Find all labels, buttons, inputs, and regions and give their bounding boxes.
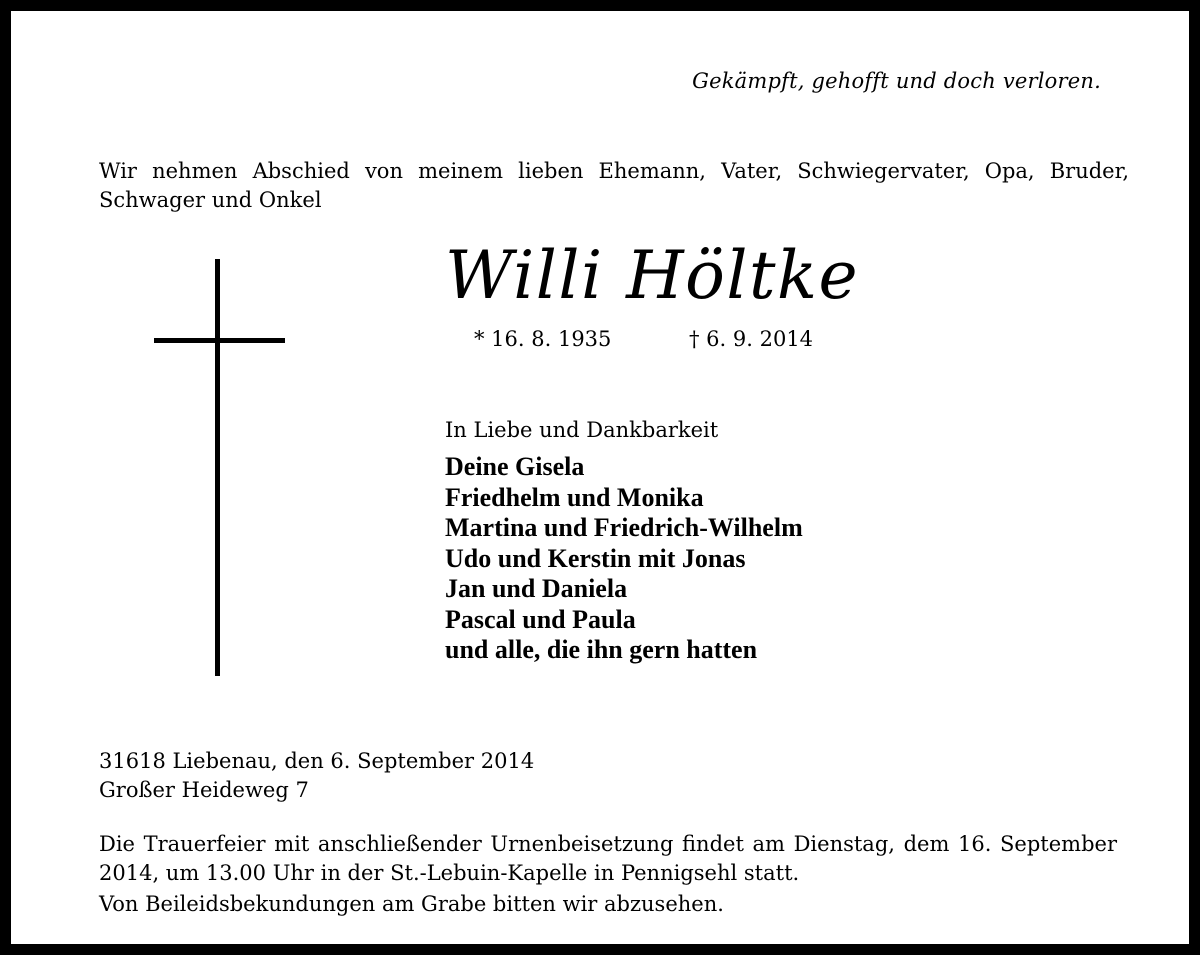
mourner-item: Jan und Daniela — [445, 574, 628, 603]
motto-line: Gekämpft, gehofft und doch verloren. — [692, 69, 1101, 93]
mourner-item: Pascal und Paula — [445, 604, 636, 634]
death-date: † 6. 9. 2014 — [689, 327, 814, 351]
mourner-item: Deine Gisela — [445, 452, 585, 481]
place-date: 31618 Liebenau, den 6. September 2014 — [99, 749, 535, 773]
mourner-item: Friedhelm und Monika — [445, 482, 704, 512]
closing-text: Von Beileidsbekundungen am Grabe bitten wir abzusehen. — [99, 892, 724, 916]
birth-date: * 16. 8. 1935 — [474, 327, 612, 351]
address-block — [99, 747, 534, 805]
mourners-list — [445, 452, 803, 666]
mourner-item: Udo und Kerstin mit Jonas — [445, 543, 746, 573]
thanks-line: In Liebe und Dankbarkeit — [445, 418, 719, 442]
street: Großer Heideweg 7 — [99, 778, 309, 802]
cross-icon — [215, 259, 220, 676]
deceased-name: Willi Höltke — [445, 237, 860, 314]
cross-icon-bar — [154, 338, 285, 343]
mourner-item: und alle, die ihn gern hatten — [445, 635, 758, 664]
intro-text: Wir nehmen Abschied von meinem lieben Ehemann, Vater, Schwiegervater, Opa, Bruder, Schwager und Onkel — [99, 159, 1129, 212]
mourner-item: Martina und Friedrich-Wilhelm — [445, 513, 803, 542]
ceremony-text: Die Trauerfeier mit anschließender Urnenbeisetzung findet am Dienstag, dem 16. September 2014, um 13.00 Uhr in der St.-Lebuin-Kapelle in Pennigsehl statt. — [99, 832, 1117, 885]
